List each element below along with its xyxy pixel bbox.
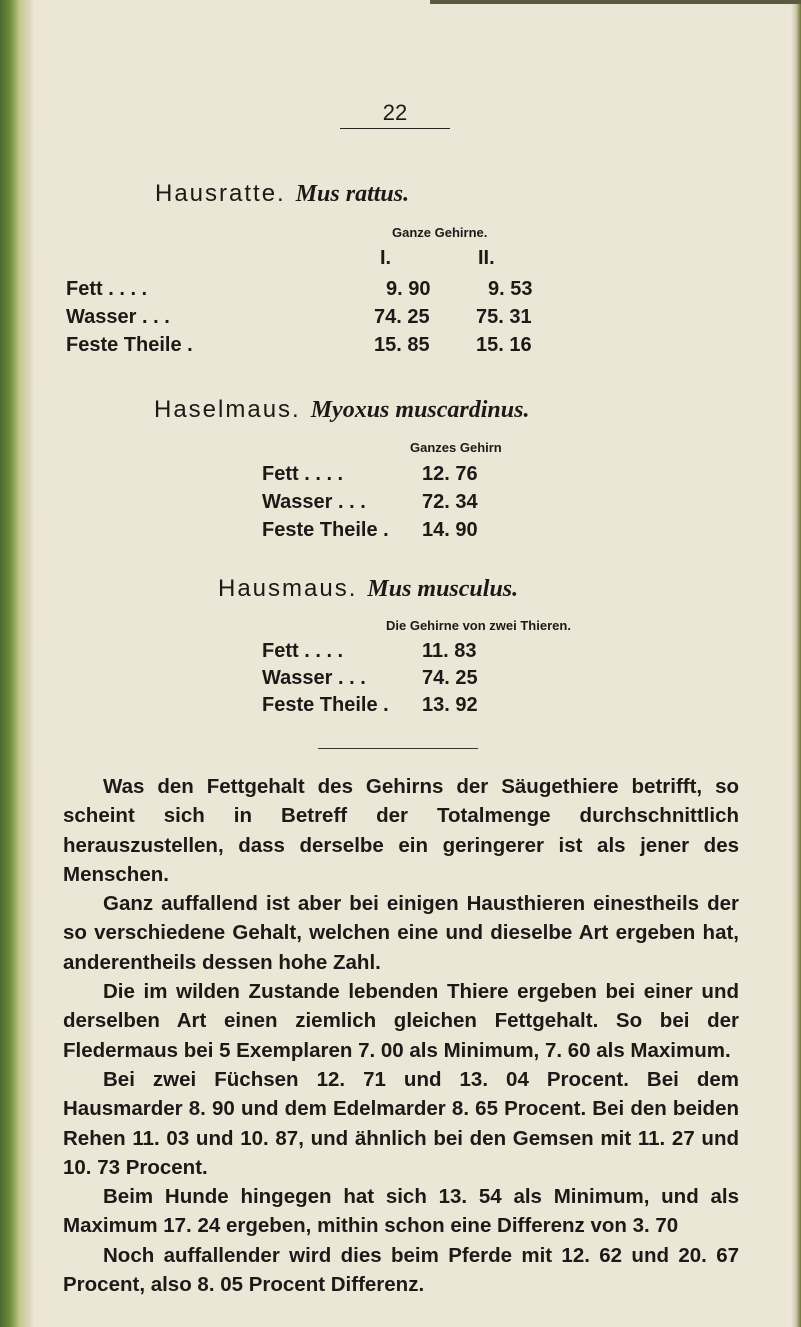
cell-value: 15. 85 <box>374 334 430 356</box>
table-caption: Die Gehirne von zwei Thieren. <box>386 618 571 633</box>
cell-value: 13. 92 <box>422 694 478 716</box>
cell-value: 74. 25 <box>422 667 478 689</box>
cell-value: 15. 16 <box>476 334 532 356</box>
cell-value: 72. 34 <box>422 491 478 513</box>
column-header: II. <box>478 247 495 269</box>
paragraph: Ganz auffallend ist aber bei einigen Hausthieren einestheils der so verschiedene Gehalt, welchen eine und dieselbe Art ergeben hat, anderentheils dessen hohe Zahl. <box>63 892 739 974</box>
page-right-edge <box>791 0 801 1327</box>
row-label: Wasser . . . <box>262 491 366 513</box>
section-title-hausmaus <box>218 575 518 603</box>
paragraph: Bei zwei Füchsen 12. 71 und 13. 04 Procent. Bei dem Hausmarder 8. 90 und dem Edelmarder 8. 65 Procent. Bei den beiden Rehen 11. 03 und 10. 87, und ähnlich bei den Gemsen mit 11. 27 und 10. 73 Procent. <box>63 1067 739 1179</box>
common-name: Haselmaus. <box>154 396 301 423</box>
table-caption: Ganze Gehirne. <box>392 225 488 240</box>
common-name: Hausratte. <box>155 180 286 207</box>
cell-value: 11. 83 <box>422 640 477 662</box>
body-text <box>63 772 739 1299</box>
table-caption: Ganzes Gehirn <box>410 440 502 455</box>
cell-value: 74. 25 <box>374 306 430 328</box>
column-header: I. <box>380 247 392 269</box>
row-label: Fett . . . . <box>262 463 344 485</box>
table-row <box>262 519 662 545</box>
paragraph: Was den Fettgehalt des Gehirns der Säugethiere betrifft, so scheint sich in Betreff der Totalmenge durchschnittlich herauszustellen, dass derselbe ein geringerer ist als jener des Menschen. <box>63 775 739 886</box>
table-row <box>66 278 666 304</box>
table-row <box>262 640 662 666</box>
column-header-row <box>66 247 666 271</box>
common-name: Hausmaus. <box>218 575 358 602</box>
table-row <box>66 306 666 332</box>
paragraph: Die im wilden Zustande lebenden Thiere ergeben bei einer und derselben Art einen ziemlich gleichen Fettgehalt. So bei der Fledermaus bei 5 Exemplaren 7. 00 als Minimum, 7. 60 als Maximum. <box>63 980 739 1062</box>
cell-value: 12. 76 <box>422 463 478 485</box>
section-title-hausratte <box>155 180 409 208</box>
book-binding-edge <box>0 0 34 1327</box>
row-label: Fett . . . . <box>66 278 148 300</box>
table-row <box>66 334 666 360</box>
section-divider <box>318 748 478 749</box>
latin-name: Mus rattus. <box>295 181 410 207</box>
top-edge-rule <box>430 0 801 4</box>
table-row <box>262 694 662 720</box>
paragraph: Beim Hunde hingegen hat sich 13. 54 als Minimum, und als Maximum 17. 24 ergeben, mithin schon eine Differenz von 3. 70 <box>63 1185 739 1238</box>
page-number: 22 <box>340 100 450 129</box>
cell-value: 14. 90 <box>422 519 478 541</box>
row-label: Feste Theile . <box>262 694 389 716</box>
row-label: Wasser . . . <box>262 667 366 689</box>
latin-name: Mus musculus. <box>367 576 519 602</box>
row-label: Feste Theile . <box>262 519 389 541</box>
row-label: Fett . . . . <box>262 640 344 662</box>
table-row <box>262 463 662 489</box>
row-label: Wasser . . . <box>66 306 170 328</box>
latin-name: Myoxus muscardinus. <box>310 397 530 423</box>
cell-value: 9. 90 <box>386 278 431 300</box>
table-row <box>262 491 662 517</box>
cell-value: 9. 53 <box>488 278 533 300</box>
paragraph: Noch auffallender wird dies beim Pferde mit 12. 62 und 20. 67 Procent, also 8. 05 Procent Differenz. <box>63 1243 739 1297</box>
row-label: Feste Theile . <box>66 334 193 356</box>
section-title-haselmaus <box>154 396 529 424</box>
cell-value: 75. 31 <box>476 306 532 328</box>
table-row <box>262 667 662 693</box>
